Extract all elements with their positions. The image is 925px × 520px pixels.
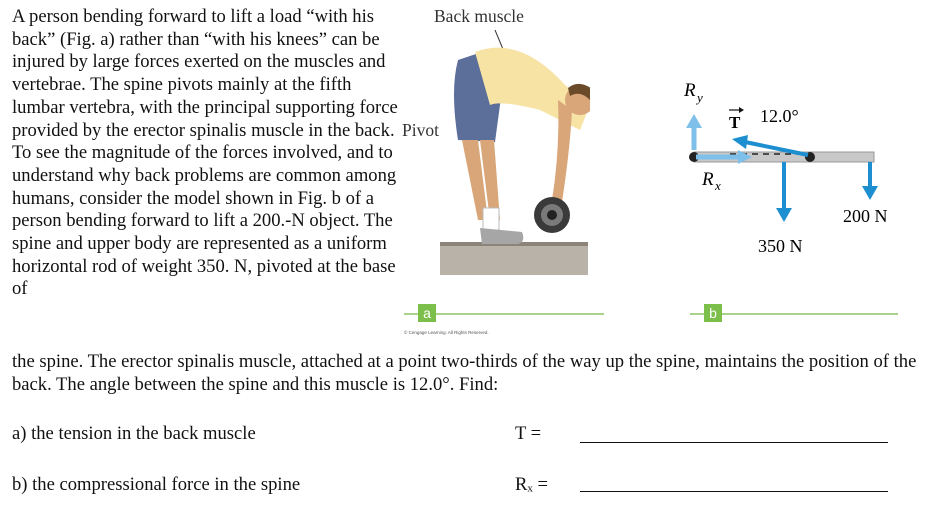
weight-350-arrowhead bbox=[776, 208, 792, 222]
load-200-arrowhead bbox=[862, 186, 878, 200]
answer-label-t: T = bbox=[515, 423, 542, 444]
floor bbox=[440, 245, 588, 275]
answer-line-rx[interactable] bbox=[580, 491, 888, 492]
tension-arrowhead bbox=[732, 135, 748, 149]
weight-body-label: 350 N bbox=[758, 236, 803, 256]
ry-label: R bbox=[684, 80, 696, 101]
shoe bbox=[480, 228, 523, 244]
figure-a-tag: a bbox=[418, 304, 436, 322]
figure-b-diagram bbox=[640, 70, 925, 260]
ry-subscript: y bbox=[697, 90, 703, 105]
rx-label: R bbox=[702, 169, 714, 190]
sock bbox=[483, 208, 499, 230]
angle-label: 12.0° bbox=[760, 106, 799, 126]
rx-subscript: x bbox=[715, 178, 721, 193]
problem-paragraph: A person bending forward to lift a load “with his back” (Fig. a) rather than “with his knees” can be injured by large forces exerted on the muscles and vertebrae. The spine pivots mainly at the fifth lumbar vertebra, with the principal supporting force provided by the erector spinalis muscle in the back. To see the magnitude of the forces involved, and to understand why back problems are common among humans, consider the model shown in Fig. b of a person bending forward to lift a 200.-N object. The spine and upper body are represented as a uniform horizontal rod of weight 350. N, pivoted at the base of bbox=[12, 6, 398, 300]
figure-a-illustration bbox=[440, 30, 590, 280]
ry-arrowhead bbox=[686, 114, 702, 128]
question-a: a) the tension in the back muscle bbox=[12, 423, 256, 444]
load-weight-label: 200 N bbox=[843, 206, 888, 226]
question-b: b) the compressional force in the spine bbox=[12, 474, 301, 495]
pivot-label: Pivot bbox=[402, 120, 439, 140]
figure-b-tag: b bbox=[704, 304, 722, 322]
tension-label: T bbox=[729, 113, 741, 132]
weight-hub bbox=[547, 210, 557, 220]
problem-paragraph-continued: the spine. The erector spinalis muscle, attached at a point two-thirds of the way up the spine, maintains the position of the back. The angle between the spine and this muscle is 12.0°. Find: bbox=[12, 351, 917, 395]
tension-vector-tip bbox=[739, 107, 744, 113]
credit-text: © Cengage Learning. All Rights Reserved. bbox=[404, 330, 489, 335]
answer-line-t[interactable] bbox=[580, 442, 888, 443]
answer-label-rx: Rₓ = bbox=[515, 474, 548, 495]
back-muscle-label: Back muscle bbox=[434, 6, 524, 26]
